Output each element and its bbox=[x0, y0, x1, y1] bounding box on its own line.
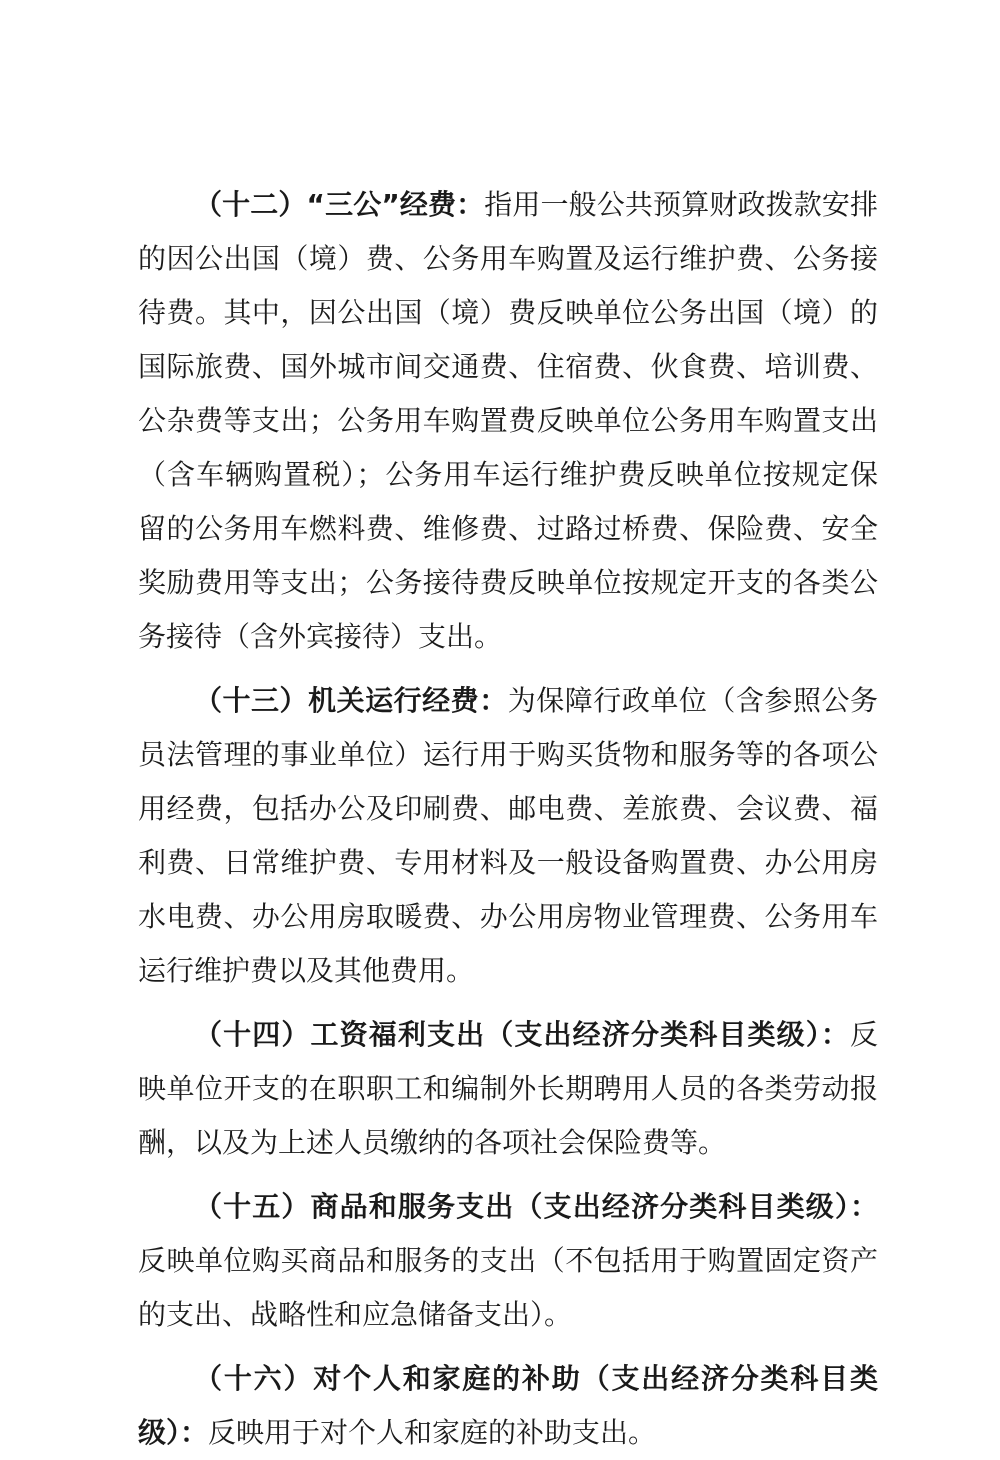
paragraph-body: 指用一般公共预算财政拨款安排的因公出国（境）费、公务用车购置及运行维护费、公务接待费。其中，因公出国（境）费反映单位公务出国（境）的国际旅费、国外城市间交通费、住宿费、伙食费、培训费、公杂费等支出；公务用车购置费反映单位公务用车购置支出（含车辆购置税）；公务用车运行维护费反映单位按规定保留的公务用车燃料费、维修费、过路过桥费、保险费、安全奖励费用等支出；公务接待费反映单位按规定开支的各类公务接待（含外宾接待）支出。 bbox=[138, 188, 878, 653]
paragraph-body: 为保障行政单位（含参照公务员法管理的事业单位）运行用于购买货物和服务等的各项公用经费，包括办公及印刷费、邮电费、差旅费、会议费、福利费、日常维护费、专用材料及一般设备购置费、办公用房水电费、办公用房取暖费、办公用房物业管理费、公务用车运行维护费以及其他费用。 bbox=[138, 684, 878, 987]
paragraph-body: 反映单位开支的在职职工和编制外长期聘用人员的各类劳动报酬，以及为上述人员缴纳的各项社会保险费等。 bbox=[138, 1018, 878, 1159]
document-page bbox=[138, 178, 878, 1460]
paragraph-heading: （十二）“三公”经费： bbox=[194, 188, 485, 221]
paragraph-heading: （十五）商品和服务支出（支出经济分类科目类级）： bbox=[194, 1190, 878, 1223]
paragraph-twelve bbox=[138, 178, 878, 664]
paragraph-thirteen bbox=[138, 674, 878, 998]
paragraph-heading: （十六）对个人和家庭的补助（支出经济分类科目类级）： bbox=[138, 1362, 878, 1449]
paragraph-fourteen bbox=[138, 1008, 878, 1170]
paragraph-sixteen bbox=[138, 1352, 878, 1460]
paragraph-heading: （十三）机关运行经费： bbox=[194, 684, 508, 717]
paragraph-body: 反映用于对个人和家庭的补助支出。 bbox=[208, 1416, 657, 1449]
paragraph-body: 反映单位购买商品和服务的支出（不包括用于购置固定资产的支出、战略性和应急储备支出）。 bbox=[138, 1244, 878, 1331]
paragraph-heading: （十四）工资福利支出（支出经济分类科目类级）： bbox=[194, 1018, 850, 1051]
paragraph-fifteen bbox=[138, 1180, 878, 1342]
